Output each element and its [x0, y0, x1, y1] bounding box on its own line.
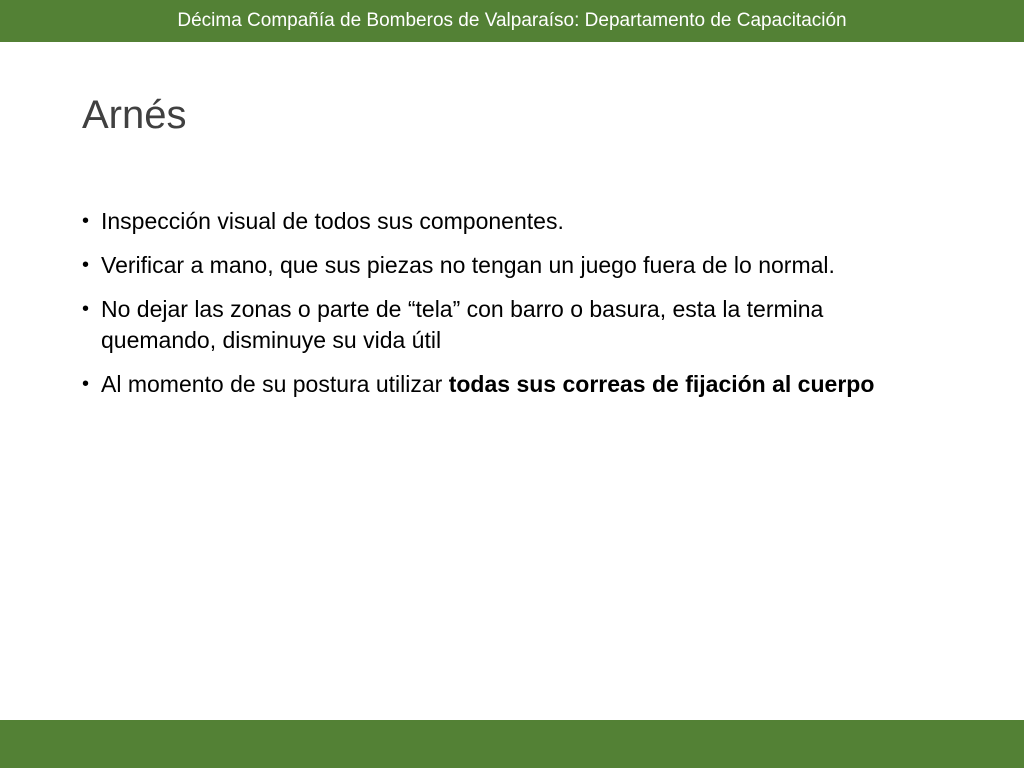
bottom-bar: [0, 720, 1024, 768]
bullet-list: [82, 206, 922, 413]
bullet-item: [82, 250, 922, 281]
bullet-text: Verificar a mano, que sus piezas no tengan un juego fuera de lo normal.: [101, 252, 835, 278]
top-banner: [0, 0, 1024, 42]
bullet-item: [82, 369, 922, 400]
bullet-marker: •: [82, 210, 90, 232]
bullet-text: Al momento de su postura utilizar: [101, 371, 449, 397]
bullet-marker: •: [82, 254, 90, 276]
bullet-marker: •: [82, 373, 90, 395]
slide-title: Arnés: [82, 93, 187, 137]
bullet-text: No dejar las zonas o parte de “tela” con barro o basura, esta la termina quemando, disminuye su vida útil: [101, 296, 824, 353]
bullet-item: [82, 206, 922, 237]
bullet-bold-text: todas sus correas de fijación al cuerpo: [448, 371, 875, 397]
bullet-text: Inspección visual de todos sus componentes.: [101, 208, 564, 234]
bullet-item: [82, 294, 922, 356]
banner-text: Décima Compañía de Bomberos de Valparaíso: Departamento de Capacitación: [177, 10, 847, 31]
bullet-marker: •: [82, 298, 90, 320]
